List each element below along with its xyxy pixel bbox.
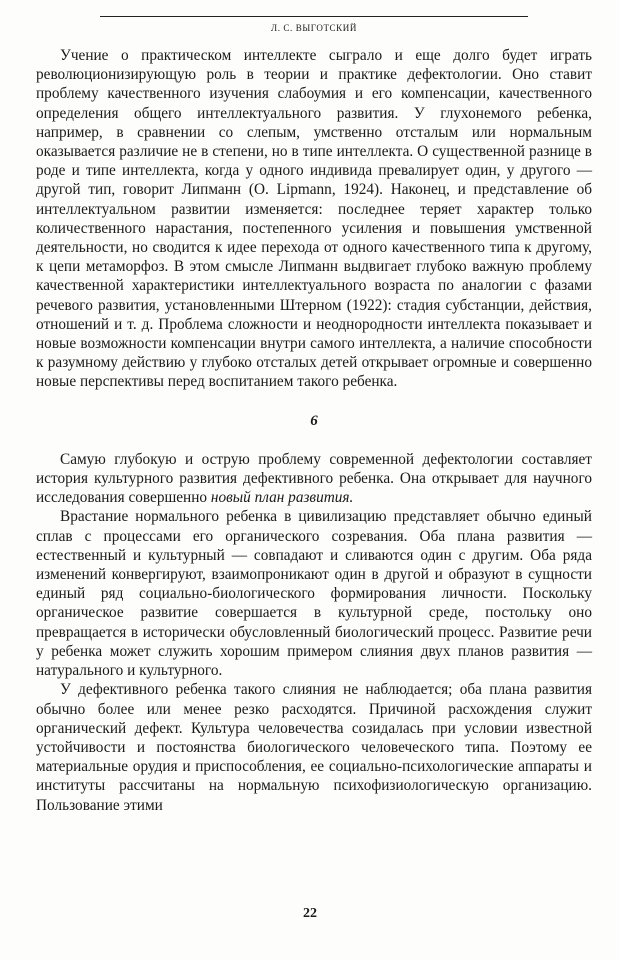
header-rule [100,16,528,17]
paragraph-1: Учение о практическом интеллекте сыграло и еще долго будет играть революционизирующую роль в теории и практике дефектологии. Оно ставит проблему качественного изучения слабоумия и его компенсации, качественного определения общего интеллектуального развития. У глухонемого ребенка, например, в сравнении со слепым, умственно отсталым или нормальным оказывается различие не в степени, но в типе интеллекта. О существенной разнице в роде и типе интеллекта, когда у одного индивида превалирует один, у другого — другой тип, говорит Липманн (O. Lipmann, 1924). Наконец, и представление об интеллектуальном развитии изменяется: последнее теряет характер только количественного нарастания, постепенного усиления и повышения умственной деятельности, но сводится к идее перехода от одного качественного типа к другому, к цепи метаморфоз. В этом смысле Липманн выдвигает глубоко важную проблему качественной характеристики интеллектуального возраста по аналогии с фазами речевого развития, установленными Штерном (1922): стадия субстанции, действия, отношений и т. д. Проблема сложности и неоднородности интеллекта показывает и новые возможности компенсации внутри самого интеллекта, а наличие способности к разумному действию у глубоко отсталых детей открывает огромные и совершенно новые перспективы перед воспитанием такого ребенка. [36,47,592,391]
paragraph-2-text: Самую глубокую и острую проблему современной дефектологии составляет история культурного развития дефективного ребенка. Она открывает для научного исследования совершенно [36,450,592,507]
paragraph-3: Врастание нормального ребенка в цивилизацию представляет обычно единый сплав с процессами его органического созревания. Оба плана развития — естественный и культурный — совпадают и сливаются один с другим. Оба ряда изменений конвергируют, взаимопроникают один в другой и образуют в сущности единый ряд социально-биологического формирования личности. Поскольку органическое развитие совершается в культурной среде, постольку оно превращается в исторически обусловленный биологический процесс. Развитие речи у ребенка может служить хорошим примером слияния двух планов развития — натурального и культурного. [36,508,592,680]
paragraph-4: У дефективного ребенка такого слияния не наблюдается; оба плана развития обычно более или менее резко расходятся. Причиной расхождения служит органический дефект. Культура человечества созидалась при условии известной устойчивости и постоянства биологического человеческого типа. Поэтому ее материальные орудия и приспособления, ее социально-психологические аппараты и институты рассчитаны на нормальную психофизиологическую организацию. Пользование этими [36,681,592,814]
body-text [36,46,592,815]
paragraph-2-italic: новый план развития. [210,489,354,507]
paragraph-2 [36,450,592,508]
section-number: 6 [310,412,318,429]
running-head: Л. С. ВЫГОТСКИЙ [271,23,357,33]
page-number: 22 [303,906,317,921]
